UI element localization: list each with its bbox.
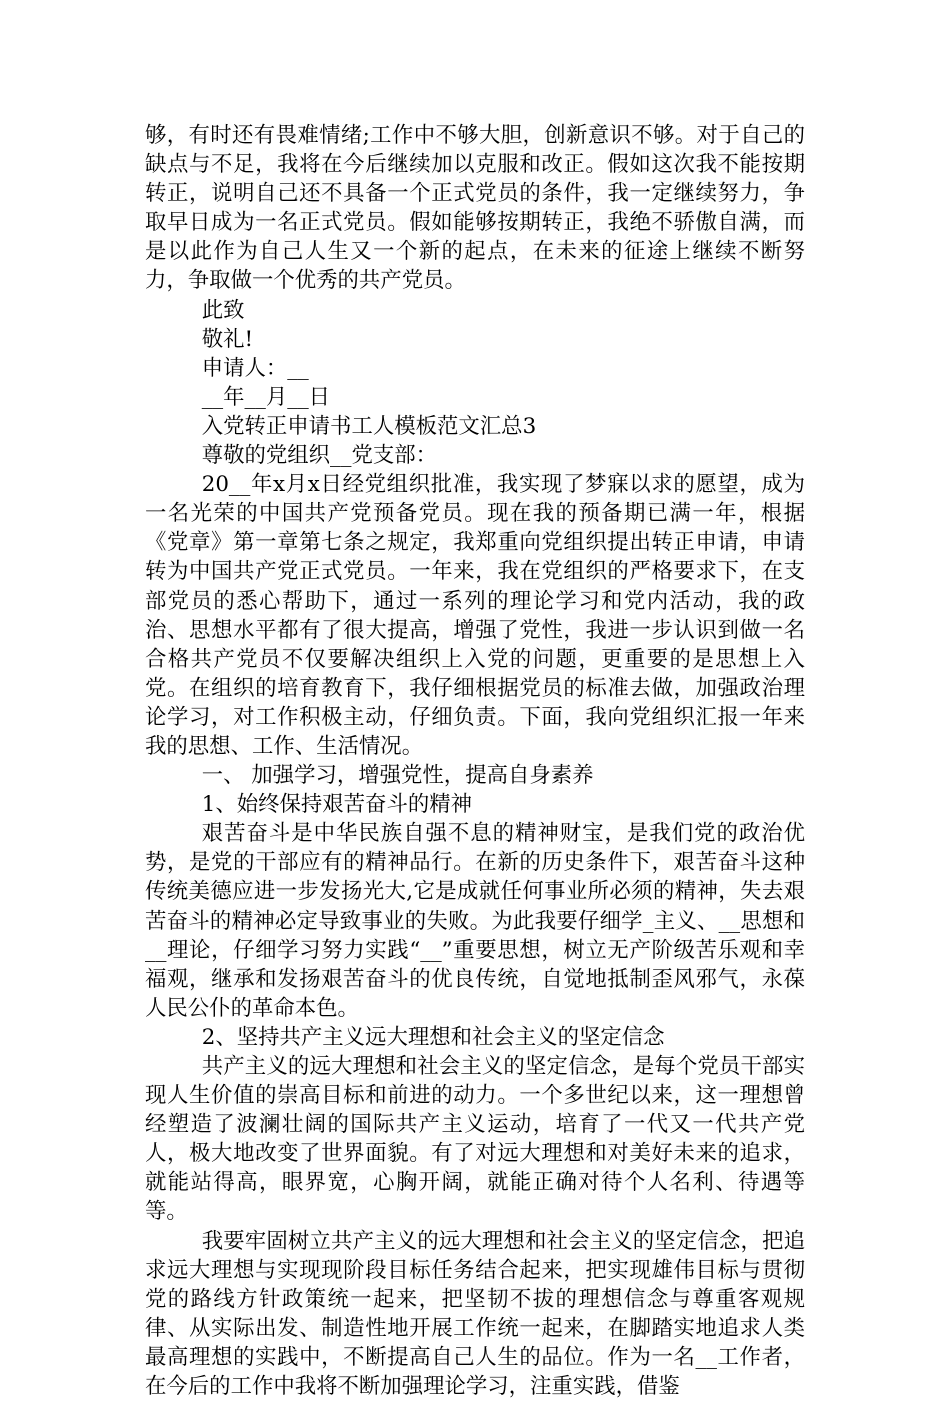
paragraph-self-assessment-conclusion: 够，有时还有畏难情绪;工作中不够大胆，创新意识不够。对于自己的缺点与不足，我将在今后继续加以克服和改正。假如这次我不能按期转正，说明自己还不具备一个正式党员的条件，我一定继续努力，争取早日成为一名正式党员。假如能够按期转正，我绝不骄傲自满，而是以此作为自己人生又一个新的起点，在未来的征途上继续不断努力，争取做一个优秀的共产党员。 [145,123,805,294]
paragraph-introduction: 20__年x月x日经党组织批准，我实现了梦寐以求的愿望，成为一名光荣的中国共产党预备党员。现在我的预备期已满一年，根据《党章》第一章第七条之规定，我郑重向党组织提出转正申请，申请转为中国共产党正式党员。一年来，我在党组织的严格要求下，在支部党员的悉心帮助下，通过一系列的理论学习和党内活动，我的政治、思想水平都有了很大提高，增强了党性，我进一步认识到做一名合格共产党员不仅要解决组织上入党的问题，更重要的是思想上入党。在组织的培育教育下，我仔细根据党员的标准去做，加强政治理论学习，对工作积极主动，仔细负责。下面，我向党组织汇报一年来我的思想、工作、生活情况。 [145,472,805,759]
closing-salutation: 此致 [201,297,245,323]
paragraph-ideals: 共产主义的远大理想和社会主义的坚定信念，是每个党员干部实现人生价值的崇高目标和前进的动力。一个多世纪以来，这一理想曾经塑造了波澜壮阔的国际共产主义运动，培育了一代又一代共产党人，极大地改变了世界面貌。有了对远大理想和对美好未来的追求，就能站得高，眼界宽，心胸开阔，就能正确对待个人名利、待遇等等。 [145,1054,805,1225]
document-page [145,121,805,1401]
subheading-ideals: 2、坚持共产主义远大理想和社会主义的坚定信念 [201,1024,665,1050]
closing-regards: 敬礼! [201,326,254,352]
applicant-signature-line: 申请人：__ [201,355,309,381]
date-line: __年__月__日 [201,384,331,410]
letter-greeting: 尊敬的党组织__党支部： [201,443,438,469]
paragraph-hard-work: 艰苦奋斗是中华民族自强不息的精神财宝，是我们党的政治优势，是党的干部应有的精神品行。在新的历史条件下，艰苦奋斗这种传统美德应进一步发扬光大,它是成就任何事业所必须的精神，失去艰苦奋斗的精神必定导致事业的失败。为此我要仔细学_主义、__思想和__理论，仔细学习努力实践“__”重要思想，树立无产阶级苦乐观和幸福观，继承和发扬艰苦奋斗的优良传统，自觉地抵制歪风邪气，永葆人民公仆的革命本色。 [145,821,805,1021]
subheading-hard-work: 1、始终保持艰苦奋斗的精神 [201,792,473,818]
section-title: 入党转正申请书工人模板范文汇总3 [201,413,537,439]
paragraph-commitment: 我要牢固树立共产主义的远大理想和社会主义的坚定信念，把追求远大理想与实现现阶段目标任务结合起来，把实现雄伟目标与贯彻党的路线方针政策统一起来，把坚韧不拔的理想信念与尊重客观规律、从实际出发、制造性地开展工作统一起来，在脚踏实地追求人类最高理想的实践中，不断提高自己人生的品位。作为一名__工作者，在今后的工作中我将不断加强理论学习，注重实践，借鉴 [145,1228,805,1400]
heading-study: 一、 加强学习，增强党性，提高自身素养 [201,763,594,789]
